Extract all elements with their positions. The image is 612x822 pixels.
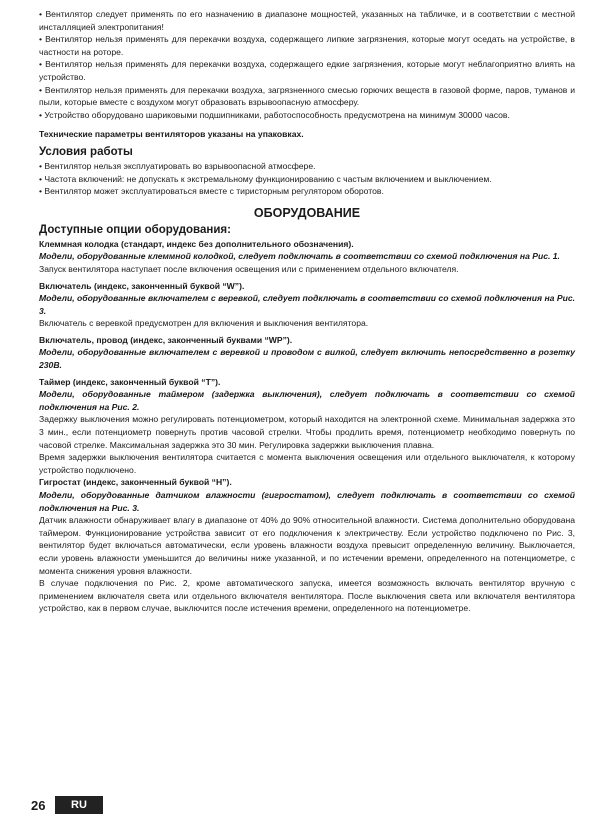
timer-heading: Таймер (индекс, законченный буквой “T”).: [39, 376, 221, 387]
hygrostat-note: Модели, оборудованные датчиком влажности (гигростатом), следует подключать в соответствии со схемой подключения на Рис. 3.: [39, 490, 575, 513]
tech-note: Технические параметры вентиляторов указаны на упаковках.: [39, 129, 304, 140]
bullet-bearings: • Устройство оборудовано шариковыми подшипниками, работоспособность предусмотрена на минимум 30000 часов.: [39, 109, 510, 120]
conditions-title: Условия работы: [39, 145, 133, 158]
bullet-purpose: • Вентилятор следует применять по его назначению в диапазоне мощностей, указанных на табличке, и в соответствии с местной инсталляцией электропитания!: [39, 9, 575, 32]
terminal-text: Запуск вентилятора наступает после включения освещения или с применением отдельного включателя.: [39, 263, 459, 274]
timer-note: Модели, оборудованные таймером (задержка выключения), следует подключать в соответствии со схемой подключения на Рис. 2.: [39, 389, 575, 412]
switch-w-text: Включатель с веревкой предусмотрен для включения и выключения вентилятора.: [39, 318, 369, 329]
terminal-heading: Клеммная колодка (стандарт, индекс без дополнительного обозначения).: [39, 238, 354, 249]
condition-item: • Вентилятор может эксплуатироваться вместе с тиристорным регулятором оборотов.: [39, 186, 384, 197]
timer-text-2: Время задержки выключения вентилятора считается с момента выключения освещения или отдельного выключателя, к которому устройство подключено.: [39, 452, 575, 475]
condition-item: • Вентилятор нельзя эксплуатировать во взрывоопасной атмосфере.: [39, 160, 316, 171]
condition-item: • Частота включений: не допускать к экстремальному функционированию с частым включением и выключением.: [39, 173, 492, 184]
terminal-note: Модели, оборудованные клеммной колодкой, следует подключать в соответствии со схемой подключения на Рис. 1.: [39, 251, 560, 262]
hygrostat-text-2: В случае подключения по Рис. 2, кроме автоматического запуска, имеется возможность включать вентилятор вручную с применением включателя света или отдельного включателя вентилятора. После выключения света или включателя вентилятора устройство, как в первом случае, выключится после истечения времени, определенного на потенциометре.: [39, 578, 575, 614]
page-content: [39, 8, 575, 615]
switch-wp-note: Модели, оборудованные включателем с веревкой и проводом с вилкой, следует включить непосредственно в розетку 230В.: [39, 347, 575, 371]
switch-w-note: Модели, оборудованные включателем с веревкой, следует подключать в соответствии со схемой подключения на Рис. 3.: [39, 293, 575, 316]
bullet-sticky: • Вентилятор нельзя применять для перекачки воздуха, содержащего липкие загрязнения, которые могут оседать на устройстве, в частности на роторе.: [39, 34, 575, 57]
equipment-title: ОБОРУДОВАНИЕ: [253, 205, 361, 220]
language-badge: RU: [55, 796, 103, 814]
page-footer: [31, 796, 103, 814]
hygrostat-text-1: Датчик влажности обнаруживает влагу в диапазоне от 40% до 90% относительной влажности. Система дополнительно оборудована таймером. Функционирование устройства зависит от его подключения к электричеству. Если устройство подключено по Рис. 3, вентилятор будет включаться автоматически, если уровень влажности воздуха превысит определенную величину. Выключается, если уровень влажности уменьшится до величины ниже указанной, и по истечении времени, определенного на потенциометре, с момента снижения уровня влажности.: [39, 515, 575, 576]
timer-text-1: Задержку выключения можно регулировать потенциометром, который находится на электронной схеме. Минимальная задержка это 3 мин., если потенциометр повернуть против часовой стрелки. Чтобы продлить время, потенциометр необходимо повернуть по часовой стрелке. Максимальная задержка это 30 мин. Регулировка задержки выключения плавна.: [39, 414, 575, 450]
bullet-corrosive: • Вентилятор нельзя применять для перекачки воздуха, содержащего едкие загрязнения, которые могут неблагоприятно влиять на устройство.: [39, 59, 575, 82]
hygrostat-heading: Гигростат (индекс, законченный буквой “H”).: [39, 477, 232, 488]
page-number: 26: [31, 797, 46, 813]
equipment-subtitle: Доступные опции оборудования:: [39, 223, 231, 236]
switch-w-heading: Включатель (индекс, законченный буквой “W”).: [39, 280, 245, 291]
bullet-flammable: • Вентилятор нельзя применять для перекачки воздуха, загрязненного смесью горючих веществ в газовой форме, паров, туманов и пыли, которые вместе с воздухом могут образовать взрывоопасную атмосферу.: [39, 84, 575, 108]
switch-wp-heading: Включатель, провод (индекс, законченный буквами “WP”).: [39, 334, 293, 345]
